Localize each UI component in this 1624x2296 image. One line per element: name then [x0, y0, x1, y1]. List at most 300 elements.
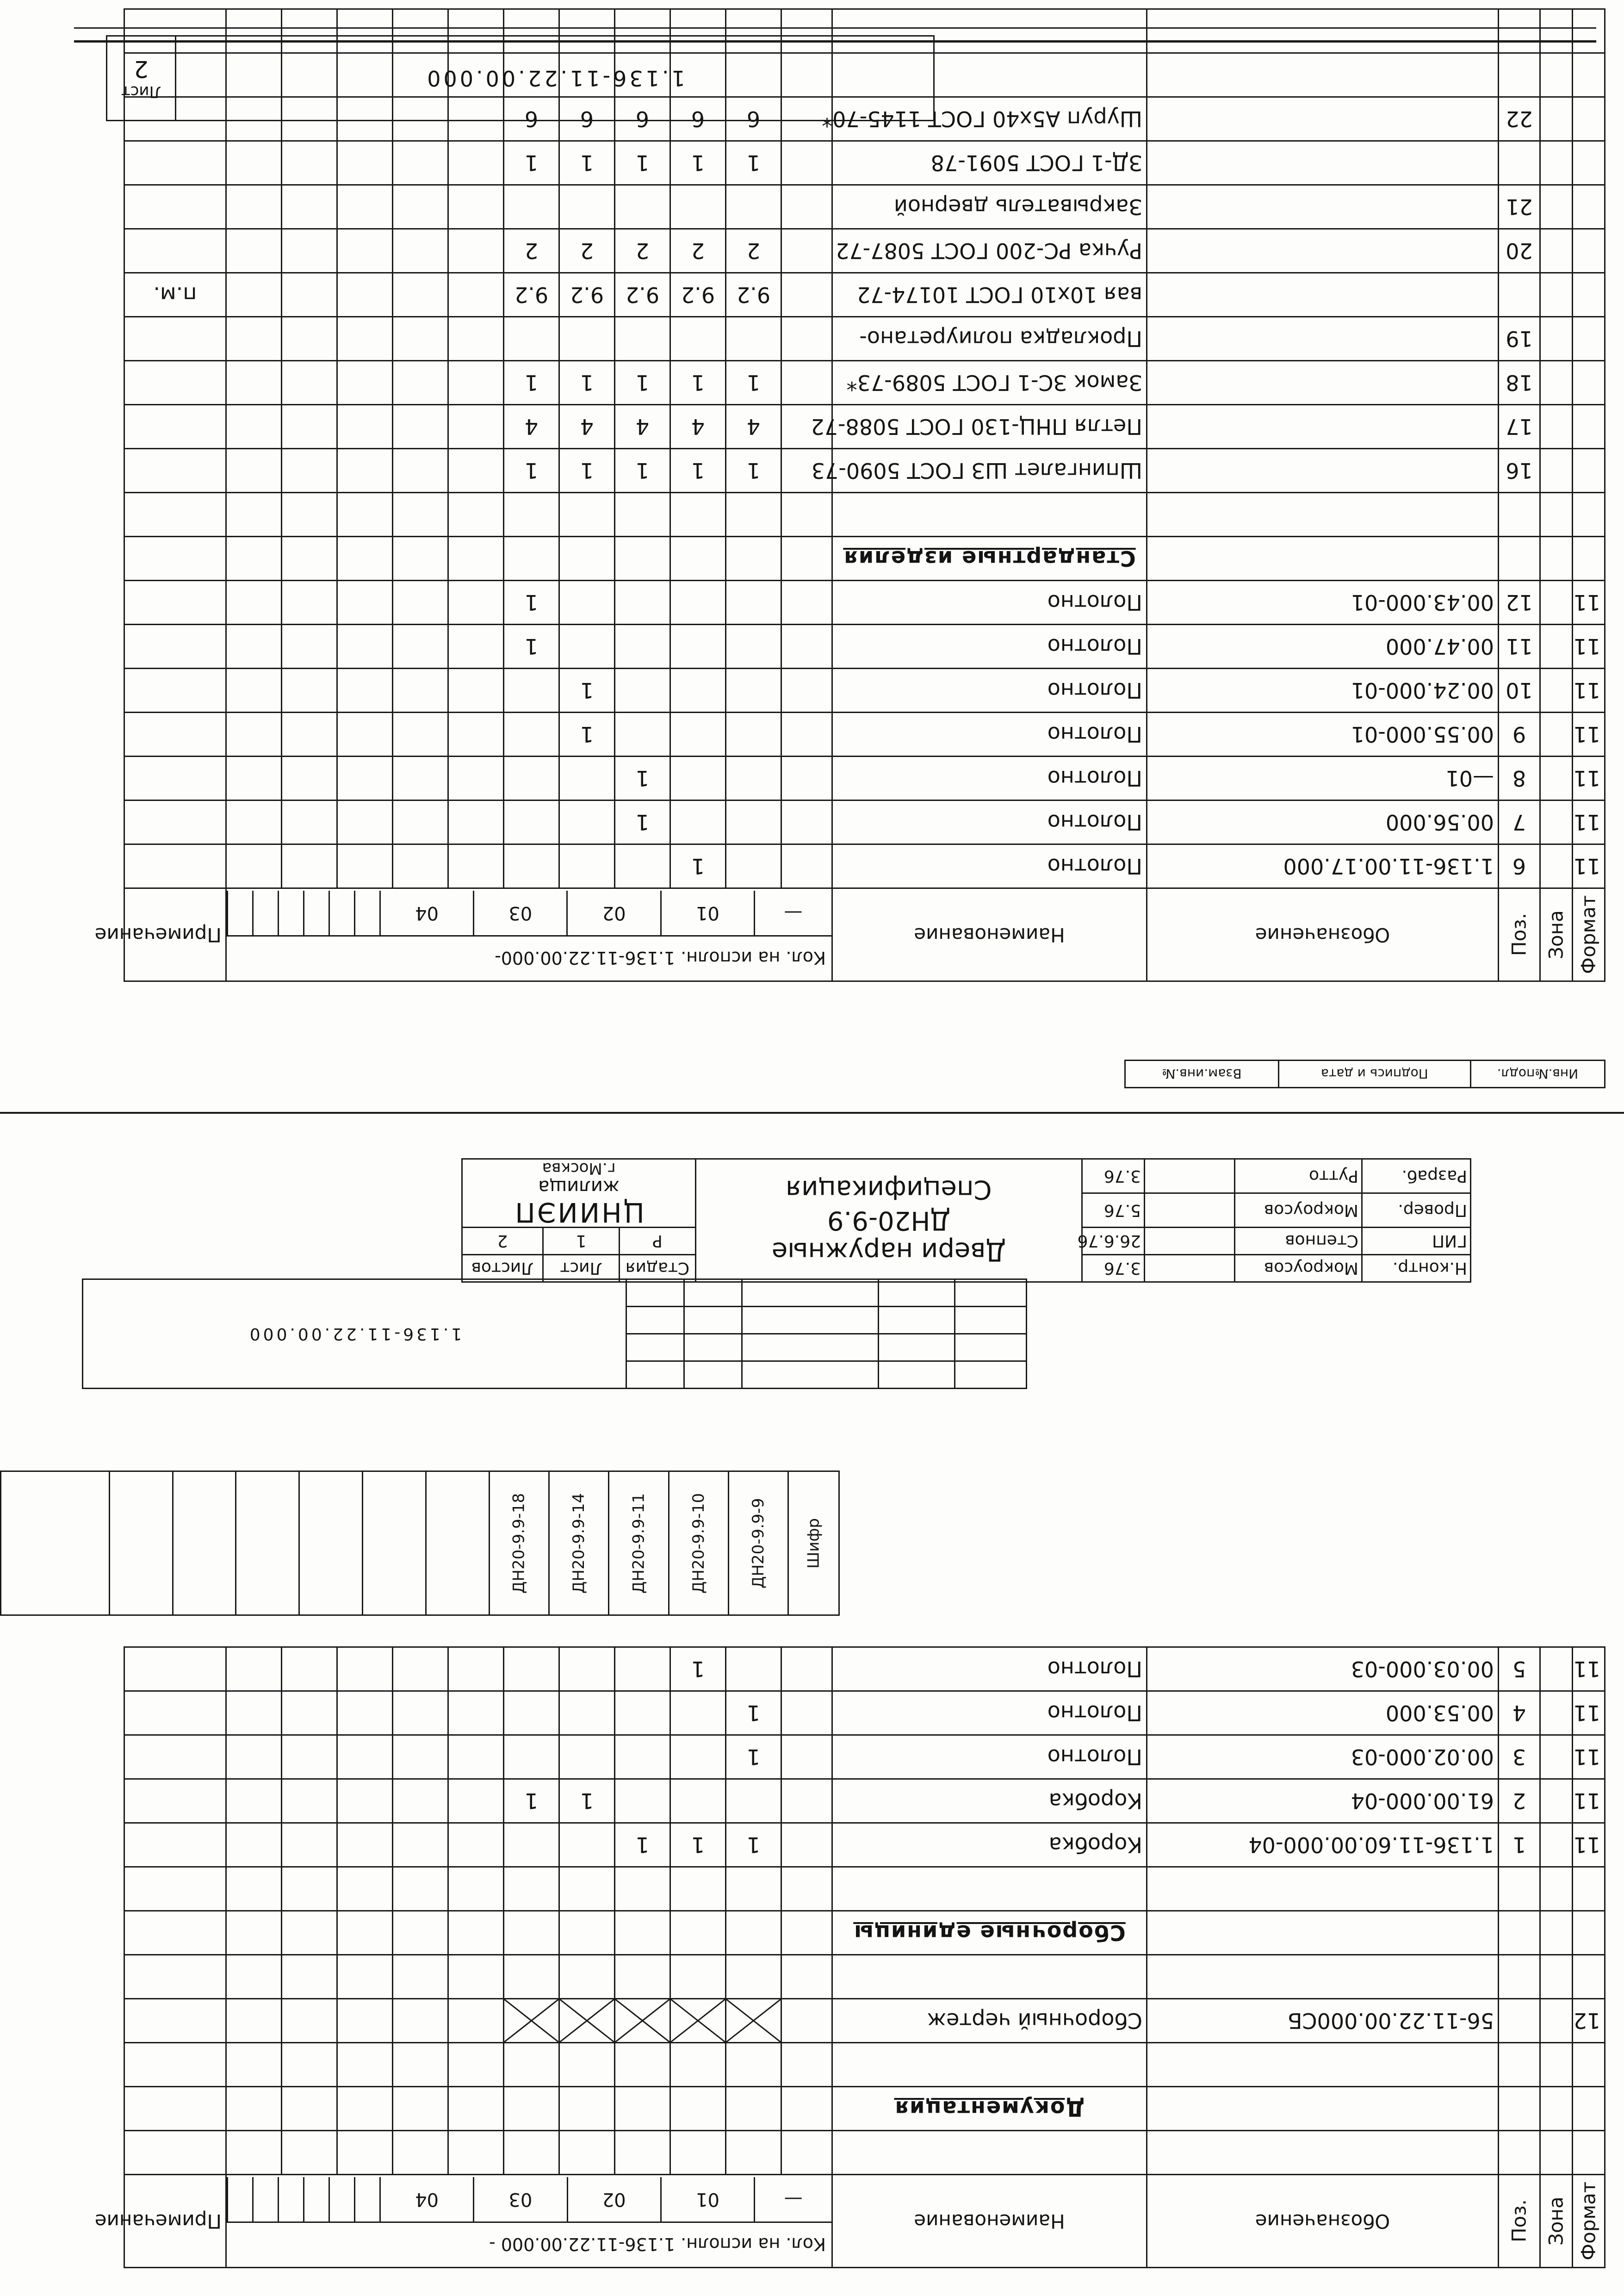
blank-cell: [226, 185, 281, 229]
qty-cell: [726, 2087, 781, 2131]
pos-cell: [1499, 1999, 1540, 2043]
pos-cell: 22: [1499, 97, 1540, 141]
title-line-3: Спецификация: [786, 1174, 992, 1204]
qty-blank-cell: [781, 273, 832, 317]
note-cell: [124, 405, 226, 449]
qty-cell: [615, 1735, 670, 1779]
blank-cell: [226, 581, 281, 625]
qty-cell: [504, 2087, 559, 2131]
blank-cell: [226, 537, 281, 581]
qty-cell: [615, 581, 670, 625]
blank-cell: [448, 229, 504, 273]
pos-cell: [1499, 1955, 1540, 1999]
variant-header: 01: [661, 891, 754, 937]
cipher-4: ДН20-9.9-14: [570, 1493, 589, 1594]
blank-cell: [337, 317, 393, 361]
blank-header: [329, 891, 354, 937]
blank-cell: [448, 1999, 504, 2043]
blank-cell: [448, 581, 504, 625]
note-cell: [124, 800, 226, 844]
pos-cell: 6: [1499, 844, 1540, 888]
zone-cell: [1540, 1779, 1573, 1823]
pos-cell: 17: [1499, 405, 1540, 449]
designation-cell: 56-11.22.00.000СБ: [1147, 1999, 1499, 2043]
qty-cell: [504, 713, 559, 757]
qty-cell: [726, 1911, 781, 1955]
qty-cell: [615, 537, 670, 581]
format-cell: 11: [1573, 1823, 1605, 1867]
title-block-doc-code-table: [82, 1278, 1027, 1389]
qty-cell: 1: [559, 713, 615, 757]
signer-name: Мокроусов: [1235, 1193, 1362, 1227]
pos-cell: 8: [1499, 757, 1540, 800]
cipher-2: ДН20-9.9-10: [689, 1493, 708, 1594]
qty-cell: [615, 713, 670, 757]
qty-cell: 1: [615, 1823, 670, 1867]
note-cell: [124, 141, 226, 185]
designation-cell: 00.47.000: [1147, 625, 1499, 669]
pos-cell: 7: [1499, 800, 1540, 844]
qty-blank-cell: [781, 844, 832, 888]
cross-mark-icon: [560, 1999, 614, 2042]
designation-cell: 00.55.000-01: [1147, 713, 1499, 757]
qty-cell: 9.2: [504, 273, 559, 317]
blank-header: [304, 2178, 329, 2223]
blank-cell: [226, 361, 281, 405]
qty-cell: [504, 1955, 559, 1999]
cipher-label: Шифр: [804, 1518, 823, 1569]
qty-cell: [670, 1955, 726, 1999]
blank-cell: [393, 669, 448, 713]
format-cell: 11: [1573, 669, 1605, 713]
qty-blank-cell: [781, 1911, 832, 1955]
qty-cell: 1: [559, 361, 615, 405]
qty-blank-cell: [781, 185, 832, 229]
qty-cell: [559, 2087, 615, 2131]
qty-blank-cell: [781, 1823, 832, 1867]
blank-cell: [393, 1647, 448, 1691]
designation-cell: [1147, 229, 1499, 273]
qty-cell: [726, 2131, 781, 2175]
name-cell: Полотно: [832, 669, 1147, 713]
blank-cell: [226, 1779, 281, 1823]
qty-cell: 1: [670, 1823, 726, 1867]
table-row: [124, 273, 1605, 317]
blank-cell: [226, 2131, 281, 2175]
note-header: Примечание: [124, 2175, 226, 2268]
org-name: ЦНИИЭП: [513, 1197, 645, 1228]
sheets-label: Листов: [462, 1255, 543, 1282]
variant-header: 01: [661, 2178, 754, 2223]
qty-cell: [504, 1647, 559, 1691]
zone-cell: [1540, 9, 1573, 53]
cipher-1: ДН20-9.9-9: [749, 1498, 768, 1589]
designation-cell: [1147, 493, 1499, 537]
format-cell: [1573, 537, 1605, 581]
qty-cell: [615, 493, 670, 537]
variant-header: 03: [474, 2178, 567, 2223]
zone-cell: [1540, 1823, 1573, 1867]
blank-cell: [282, 2043, 337, 2087]
qty-cell: 1: [504, 361, 559, 405]
qty-cell: [726, 493, 781, 537]
qty-cell: [559, 757, 615, 800]
pos-cell: 1: [1499, 1823, 1540, 1867]
table-row: [124, 493, 1605, 537]
qty-cell: [670, 713, 726, 757]
format-cell: 11: [1573, 757, 1605, 800]
note-cell: [124, 669, 226, 713]
blank-cell: [448, 2087, 504, 2131]
format-cell: 11: [1573, 625, 1605, 669]
note-cell: [124, 1955, 226, 1999]
format-cell: 11: [1573, 1647, 1605, 1691]
blank-cell: [448, 1691, 504, 1735]
blank-cell: [448, 800, 504, 844]
table-row: [124, 229, 1605, 273]
name-cell: [832, 1955, 1147, 1999]
zone-cell: [1540, 1867, 1573, 1911]
qty-blank-cell: [781, 2131, 832, 2175]
blank-cell: [448, 493, 504, 537]
qty-blank-cell: [781, 1735, 832, 1779]
cipher-3: ДН20-9.9-11: [629, 1493, 648, 1594]
zone-cell: [1540, 2043, 1573, 2087]
designation-cell: [1147, 273, 1499, 317]
blank-header: [304, 891, 329, 937]
qty-cell: [670, 1779, 726, 1823]
name-cell: Полотно: [832, 1647, 1147, 1691]
format-cell: [1573, 273, 1605, 317]
zone-cell: [1540, 449, 1573, 493]
designation-cell: 1.136-11.00.17.000: [1147, 844, 1499, 888]
qty-cell: 1: [559, 449, 615, 493]
qty-cell: 1: [504, 449, 559, 493]
format-cell: [1573, 361, 1605, 405]
qty-cell: 1: [670, 361, 726, 405]
table-row: [124, 757, 1605, 800]
qty-cell: 1: [670, 141, 726, 185]
blank-cell: [393, 1735, 448, 1779]
format-cell: [1573, 1911, 1605, 1955]
blank-cell: [393, 2131, 448, 2175]
qty-cell: 4: [559, 405, 615, 449]
blank-cell: [282, 669, 337, 713]
title-line-1: Двери наружные: [771, 1236, 1006, 1267]
qty-cell: [726, 1779, 781, 1823]
designation-cell: 00.56.000: [1147, 800, 1499, 844]
zone-cell: [1540, 1735, 1573, 1779]
name-cell: Полотно: [832, 757, 1147, 800]
qty-blank-cell: [781, 1691, 832, 1735]
qty-cell: 1: [615, 757, 670, 800]
blank-cell: [393, 537, 448, 581]
table-row: [124, 1955, 1605, 1999]
qty-blank-cell: [781, 713, 832, 757]
signer-name: Степнов: [1235, 1228, 1362, 1255]
qty-cell: [504, 844, 559, 888]
table-row: [124, 625, 1605, 669]
qty-header-label: Кол. на исполн. 1.136-11.22.00.000-: [227, 936, 831, 979]
qty-cell: [670, 537, 726, 581]
table-row: [124, 449, 1605, 493]
blank-cell: [448, 1955, 504, 1999]
note-cell: [124, 229, 226, 273]
qty-cell: [615, 2131, 670, 2175]
blank-header: [253, 2178, 279, 2223]
qty-cell: 1: [615, 141, 670, 185]
name-header: Наименование: [832, 2175, 1147, 2268]
designation-cell: [1147, 1867, 1499, 1911]
variant-header: 04: [380, 2178, 473, 2223]
blank-cell: [337, 405, 393, 449]
zone-cell: [1540, 141, 1573, 185]
qty-cell: 1: [726, 1823, 781, 1867]
qty-blank-cell: [781, 1955, 832, 1999]
qty-blank-cell: [781, 1779, 832, 1823]
format-cell: [1573, 141, 1605, 185]
pos-cell: 11: [1499, 625, 1540, 669]
blank-cell: [448, 1735, 504, 1779]
format-cell: [1573, 53, 1605, 97]
name-cell: вая 10x10 ГОСТ 10174-72: [832, 273, 1147, 317]
blank-cell: [226, 2043, 281, 2087]
table-row: [124, 844, 1605, 888]
blank-cell: [337, 1735, 393, 1779]
format-header: Формат: [1573, 888, 1605, 981]
qty-cell: [726, 1647, 781, 1691]
blank-cell: [393, 581, 448, 625]
name-header: Наименование: [832, 888, 1147, 981]
blank-cell: [448, 1823, 504, 1867]
designation-cell: [1147, 405, 1499, 449]
table-header-row: [124, 2175, 1605, 2268]
pos-cell: 20: [1499, 229, 1540, 273]
blank-cell: [393, 713, 448, 757]
pos-cell: 18: [1499, 361, 1540, 405]
blank-cell: [448, 844, 504, 888]
table-row: [124, 581, 1605, 625]
blank-cell: [337, 229, 393, 273]
qty-cell: [504, 317, 559, 361]
qty-cell: 2: [726, 229, 781, 273]
pos-cell: [1499, 141, 1540, 185]
qty-blank-cell: [781, 2087, 832, 2131]
qty-cell: [726, 625, 781, 669]
name-cell: [832, 2131, 1147, 2175]
qty-cell: [559, 800, 615, 844]
sheets-value: 2: [462, 1228, 543, 1255]
qty-cell: 9.2: [615, 273, 670, 317]
qty-cell: [726, 1867, 781, 1911]
designation-cell: 00.43.000-01: [1147, 581, 1499, 625]
blank-header: [354, 2178, 380, 2223]
note-cell: [124, 2087, 226, 2131]
designation-header: Обозначение: [1147, 2175, 1499, 2268]
qty-cell: 1: [504, 581, 559, 625]
qty-cell: [670, 493, 726, 537]
blank-cell: [226, 757, 281, 800]
zone-cell: [1540, 53, 1573, 97]
qty-cell: 6: [559, 97, 615, 141]
qty-blank-cell: [781, 1867, 832, 1911]
qty-cell: [615, 1999, 670, 2043]
table-row: [124, 361, 1605, 405]
blank-cell: [282, 844, 337, 888]
blank-cell: [226, 1999, 281, 2043]
blank-cell: [226, 1867, 281, 1911]
qty-cell: 4: [726, 405, 781, 449]
qty-cell: [670, 1867, 726, 1911]
blank-cell: [226, 1691, 281, 1735]
format-cell: [1573, 493, 1605, 537]
blank-cell: [226, 1955, 281, 1999]
pos-cell: [1499, 493, 1540, 537]
blank-header: [279, 2178, 304, 2223]
qty-blank-cell: [781, 625, 832, 669]
name-cell: Шпингалет ШЗ ГОСТ 5090-73: [832, 449, 1147, 493]
table-row: [124, 317, 1605, 361]
qty-cell: 1: [504, 141, 559, 185]
blank-cell: [393, 141, 448, 185]
blank-cell: [226, 317, 281, 361]
pos-cell: [1499, 2131, 1540, 2175]
blank-cell: [282, 1647, 337, 1691]
designation-cell: 00.02.000-03: [1147, 1735, 1499, 1779]
name-cell: Прокладка полиуретано-: [832, 317, 1147, 361]
qty-cell: [615, 1911, 670, 1955]
table-row: [124, 713, 1605, 757]
blank-cell: [282, 493, 337, 537]
qty-cell: [504, 1823, 559, 1867]
blank-cell: [393, 449, 448, 493]
format-cell: 11: [1573, 1735, 1605, 1779]
name-cell: Петля ПНЦ-130 ГОСТ 5088-72: [832, 405, 1147, 449]
table-row: [124, 537, 1605, 581]
blank-cell: [282, 141, 337, 185]
qty-blank-cell: [781, 537, 832, 581]
pos-cell: 4: [1499, 1691, 1540, 1735]
name-cell: [832, 493, 1147, 537]
blank-cell: [337, 185, 393, 229]
format-cell: 11: [1573, 844, 1605, 888]
blank-cell: [282, 449, 337, 493]
qty-cell: [559, 537, 615, 581]
pos-cell: 3: [1499, 1735, 1540, 1779]
qty-cell: 1: [615, 361, 670, 405]
note-cell: [124, 493, 226, 537]
name-cell: Полотно: [832, 1691, 1147, 1735]
blank-cell: [282, 625, 337, 669]
zone-cell: [1540, 669, 1573, 713]
cross-mark-icon: [504, 1999, 558, 2042]
blank-cell: [226, 2087, 281, 2131]
note-cell: [124, 2043, 226, 2087]
blank-header: [329, 2178, 355, 2223]
designation-cell: [1147, 2087, 1499, 2131]
format-cell: [1573, 229, 1605, 273]
pos-cell: [1499, 9, 1540, 53]
pos-cell: 5: [1499, 1647, 1540, 1691]
qty-cell: 1: [559, 1779, 615, 1823]
qty-cell: [670, 581, 726, 625]
blank-cell: [337, 669, 393, 713]
qty-cell: [670, 317, 726, 361]
format-cell: [1573, 2087, 1605, 2131]
note-cell: [124, 1823, 226, 1867]
blank-header: [227, 2178, 253, 2223]
blank-cell: [282, 1735, 337, 1779]
side-stamp-field: Подпись и дата: [1278, 1061, 1470, 1088]
table-row: [124, 800, 1605, 844]
qty-cell: 6: [726, 97, 781, 141]
qty-cell: 4: [670, 405, 726, 449]
table-row: [124, 2087, 1605, 2131]
title-block-doc-code: 1.136-11.22.00.000: [83, 1279, 626, 1389]
blank-cell: [393, 361, 448, 405]
blank-cell: [337, 800, 393, 844]
qty-cell: 1: [504, 1779, 559, 1823]
format-cell: [1573, 317, 1605, 361]
blank-cell: [226, 1911, 281, 1955]
qty-blank-cell: [781, 581, 832, 625]
zone-cell: [1540, 1691, 1573, 1735]
designation-cell: [1147, 1955, 1499, 1999]
name-cell: Шуруп А5x40 ГОСТ 1145-70*: [832, 97, 1147, 141]
blank-cell: [448, 713, 504, 757]
pos-header: Поз.: [1499, 2175, 1540, 2268]
qty-cell: [670, 1911, 726, 1955]
stage-value: Р: [620, 1228, 696, 1255]
qty-cell: [726, 800, 781, 844]
pos-cell: [1499, 53, 1540, 97]
blank-cell: [448, 537, 504, 581]
qty-cell: [726, 1955, 781, 1999]
qty-cell: 1: [559, 669, 615, 713]
qty-cell: [615, 625, 670, 669]
qty-cell: 9.2: [559, 273, 615, 317]
format-cell: [1573, 2131, 1605, 2175]
qty-cell: [504, 669, 559, 713]
blank-cell: [393, 1691, 448, 1735]
qty-cell: [670, 625, 726, 669]
note-cell: п.м.: [124, 273, 226, 317]
qty-cell: 4: [504, 405, 559, 449]
format-cell: [1573, 97, 1605, 141]
blank-cell: [448, 625, 504, 669]
note-cell: [124, 713, 226, 757]
name-cell: Полотно: [832, 844, 1147, 888]
blank-cell: [226, 669, 281, 713]
table-row: [124, 669, 1605, 713]
blank-cell: [448, 141, 504, 185]
note-cell: [124, 1691, 226, 1735]
signer-role: ГИП: [1362, 1228, 1471, 1255]
blank-cell: [226, 141, 281, 185]
qty-cell: [559, 1691, 615, 1735]
note-cell: [124, 625, 226, 669]
qty-cell: [504, 1691, 559, 1735]
side-stamp-field: Взам.инв.№: [1125, 1061, 1279, 1088]
note-cell: [124, 449, 226, 493]
qty-cell: [670, 2131, 726, 2175]
note-cell: [124, 1867, 226, 1911]
designation-header: Обозначение: [1147, 888, 1499, 981]
blank-cell: [337, 1647, 393, 1691]
format-cell: 11: [1573, 713, 1605, 757]
blank-cell: [337, 1779, 393, 1823]
format-cell: 11: [1573, 581, 1605, 625]
